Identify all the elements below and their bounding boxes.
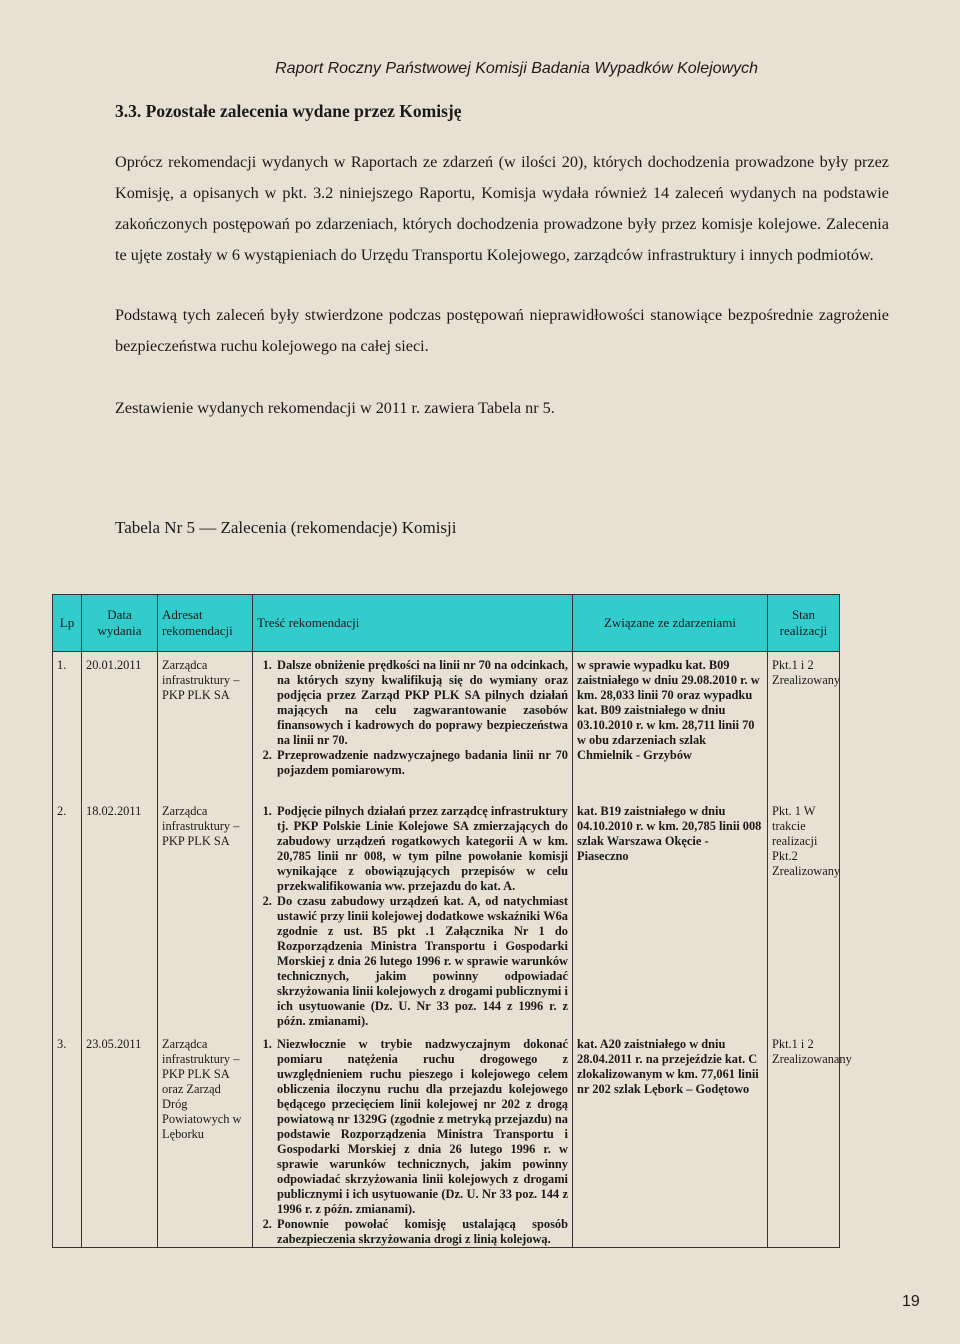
- table-row: [53, 652, 840, 801]
- table-header-row: [53, 595, 840, 652]
- table-caption: Tabela Nr 5 — Zalecenia (rekomendacje) Komisji: [115, 518, 457, 537]
- cell-related: kat. B19 zaistniałego w dniu 04.10.2010 r. w km. 20,785 linii 008 szlak Warszawa Okęcie - Piaseczno: [573, 800, 768, 1033]
- cell-status: Pkt. 1 W trakcie realizacji Pkt.2 Zrealizowany: [768, 800, 840, 1033]
- cell-related: kat. A20 zaistniałego w dniu 28.04.2011 r. na przejeździe kat. C zlokalizowanym w km. 77,061 linii nr 202 szlak Lębork – Godętowo: [573, 1033, 768, 1248]
- cell-content: [253, 652, 573, 801]
- header-date: Data wydania: [82, 595, 158, 652]
- cell-status: Pkt.1 i 2 Zrealizowany: [768, 652, 840, 801]
- recommendation-item: 2. Do czasu zabudowy urządzeń kat. A, od natychmiast ustawić przy linii kolejowej dodatkowe wskaźniki W6a zgodnie z ust. B5 pkt .1 Załącznika Nr 1 do Rozporządzenia Ministra Transportu i Gospodarki Morskiej z dnia 26 lutego 1996 r. w sprawie warunków technicznych, jakim powinny odpowiadać skrzyżowania linii kolejowych z drogami publicznymi i ich usytuowanie (Dz. U. Nr 33 poz. 144 z 1996 r. z późn. zmianami).: [275, 894, 568, 1029]
- recommendation-item: 1. Podjęcie pilnych działań przez zarządcę infrastruktury tj. PKP Polskie Linie Kolejowe SA zmierzających do zabudowy urządzeń rogatkowych kategorii A w km. 20,785 linii nr 008, w tym pilne powołanie komisji wynikające z obowiązujących przepisów w celu przekwalifikowania ww. przejazdu do kat. A.: [275, 804, 568, 894]
- cell-date: 20.01.2011: [82, 652, 158, 801]
- cell-addressee: Zarządca infrastruktury – PKP PLK SA: [158, 800, 253, 1033]
- page-number: 19: [902, 1293, 920, 1310]
- header-status: Stan realizacji: [768, 595, 840, 652]
- cell-related: w sprawie wypadku kat. B09 zaistniałego w dniu 29.08.2010 r. w km. 28,033 linii 70 oraz wypadku kat. B09 zaistniałego w dniu 03.10.2010 r. w km. 28,711 linii 70 w obu zdarzeniach szlak Chmielnik - Grzybów: [573, 652, 768, 801]
- recommendations-table: [52, 594, 852, 1248]
- table-row: [53, 800, 840, 1033]
- cell-addressee: Zarządca infrastruktury – PKP PLK SA oraz Zarząd Dróg Powiatowych w Lęborku: [158, 1033, 253, 1248]
- header-related: Związane ze zdarzeniami: [573, 595, 768, 652]
- table-row: [53, 1033, 840, 1248]
- paragraph-intro: Oprócz rekomendacji wydanych w Raportach ze zdarzeń (w ilości 20), których dochodzenia prowadzone były przez Komisję, a opisanych w pkt. 3.2 niniejszego Raportu, Komisja wydała również 14 zaleceń wydanych na podstawie zakończonych postępowań po zdarzeniach, których dochodzenia prowadzone były przez komisje kolejowe. Zalecenia te ujęte zostały w 6 wystąpieniach do Urzędu Transportu Kolejowego, zarządców infrastruktury i innych podmiotów.: [115, 153, 889, 264]
- paragraph-summary-ref: Zestawienie wydanych rekomendacji w 2011 r. zawiera Tabela nr 5.: [115, 399, 555, 417]
- recommendation-item: 1. Dalsze obniżenie prędkości na linii nr 70 na odcinkach, na których szyny kwalifikują się do wymiany oraz podjęcia przez Zarząd PKP PLK SA pilnych działań mających na celu zagwarantowanie zasobów finansowych i kadrowych do poprawy bezpieczeństwa na linii nr 70.: [275, 658, 568, 748]
- running-header: Raport Roczny Państwowej Komisji Badania Wypadków Kolejowych: [275, 60, 758, 77]
- recommendation-item: 1. Niezwłocznie w trybie nadzwyczajnym dokonać pomiaru natężenia ruchu drogowego z uwzględnieniem ruchu pieszego i kolejowego celem obliczenia iloczynu ruchu dla przejazdu kolejowego będącego przecięciem linii kolejowej nr 202 z drogą powiatową nr 1329G (zgodnie z metryką przejazdu) na podstawie Rozporządzenia Ministra Transportu i Gospodarki Morskiej z dnia 26 lutego 1996 r. w sprawie warunków technicznych, jakim powinny odpowiadać skrzyżowania linii kolejowych z drogami publicznymi i ich usytuowanie (Dz. U. Nr 33 poz. 144 z 1996 r. z późn. zmianami).: [275, 1037, 568, 1217]
- recommendation-item: 2. Ponownie powołać komisję ustalającą sposób zabezpieczenia skrzyżowania drogi z linią kolejową.: [275, 1217, 568, 1247]
- section-title: 3.3. Pozostałe zalecenia wydane przez Komisję: [115, 101, 462, 121]
- recommendation-item: 2. Przeprowadzenie nadzwyczajnego badania linii nr 70 pojazdem pomiarowym.: [275, 748, 568, 778]
- cell-lp: 1.: [53, 652, 82, 801]
- paragraph-basis: Podstawą tych zaleceń były stwierdzone podczas postępowań nieprawidłowości stanowiące bezpośrednie zagrożenie bezpieczeństwa ruchu kolejowego na całej sieci.: [115, 306, 889, 355]
- header-addressee: Adresat rekomendacji: [158, 595, 253, 652]
- cell-date: 18.02.2011: [82, 800, 158, 1033]
- header-lp: Lp: [53, 595, 82, 652]
- cell-date: 23.05.2011: [82, 1033, 158, 1248]
- cell-lp: 2.: [53, 800, 82, 1033]
- cell-addressee: Zarządca infrastruktury – PKP PLK SA: [158, 652, 253, 801]
- cell-lp: 3.: [53, 1033, 82, 1248]
- cell-status: Pkt.1 i 2 Zrealizowanany: [768, 1033, 840, 1248]
- cell-content: [253, 800, 573, 1033]
- cell-content: [253, 1033, 573, 1248]
- header-content: Treść rekomendacji: [253, 595, 573, 652]
